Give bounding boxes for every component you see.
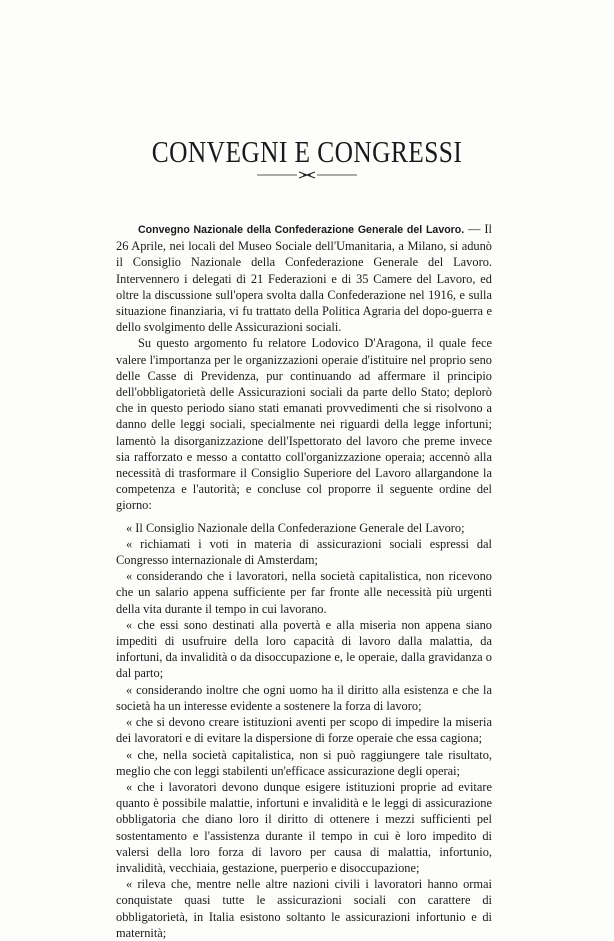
resolution-line: « che essi sono destinati alla povertà e alla miseria non appena siano impediti di usufruire della loro capacità di lavoro dalla malattia, da infortuni, da invalidità o da disoccupazione e, le operaie, dalla gravidanza o dal parto; <box>116 617 492 681</box>
resolution-line: « richiamati i voti in materia di assicurazioni sociali espressi dal Congresso internazionale di Amsterdam; <box>116 536 492 568</box>
article-body <box>116 221 492 941</box>
resolution-line: « considerando inoltre che ogni uomo ha il diritto alla esistenza e che la società ha un interesse evidente a sostenere la forza di lavoro; <box>116 682 492 713</box>
resolution-line: « che i lavoratori devono dunque esigere istituzioni proprie ad evitare quanto è possibile malattie, infortuni e invalidità e le leggi di assicurazione obbligatoria che diano loro il diritto di ottenere i mezzi sufficienti pel sostentamento e l'assistenza durante il tempo in cui è loro impedito di valersi della loro forza di lavoro per causa di malattia, infortunio, invalidità, vecchiaia, gestazione, puerperio e disoccupazione; <box>116 779 492 875</box>
section-title: CONVEGNI E CONGRESSI <box>151 134 463 169</box>
resolution-line: « rileva che, mentre nelle altre nazioni civili i lavoratori hanno ormai conquistate quasi tutte le assicurazioni sociali con carattere di obbligatorietà, in Italia esistono soltanto le assicurazioni infortunio e di maternità; <box>116 877 492 940</box>
intro-paragraph <box>116 221 492 335</box>
title-ornament-divider <box>257 170 357 180</box>
article-lead-title: Convegno Nazionale della Confederazione Generale del Lavoro. <box>138 224 465 236</box>
resolution-line: « considerando che i lavoratori, nella società capitalistica, non ricevono che un salario appena sufficiente per far fronte alle necessità più urgenti della vita durante il tempo in cui lavorano. <box>116 569 492 616</box>
resolution-line: « che si devono creare istituzioni aventi per scopo di impedire la miseria dei lavoratori e di evitare la dispersione di forze operaie che essa cagiona; <box>116 715 492 746</box>
report-paragraph: Su questo argomento fu relatore Lodovico D'Aragona, il quale fece valere l'importanza per le organizzazioni operaie d'istituire nel proprio seno delle Casse di Previdenza, pur continuando ad affermare il principio dell'obbligatorietà delle Assicurazioni sociali da parte dello Stato; deplorò che in questo periodo siano stati emanati provvedimenti che si risolvono a danno delle leggi sociali, specialmente nei riguardi della legge infortuni; lamentò la disorganizzazione dell'Ispettorato del lavoro che preme invece sia rafforzato e messo a contatto coll'organizzazione operaia; accennò alla necessità di trasformare il Consiglio Superiore del Lavoro allargandone la competenza e l'autorità; e concluse col proporre il seguente ordine del giorno: <box>116 336 492 513</box>
resolution-line: « Il Consiglio Nazionale della Confederazione Generale del Lavoro; <box>126 520 465 535</box>
resolution-line: « che, nella società capitalistica, non si può raggiungere tale risultato, meglio che con leggi stabilenti un'efficace assicurazione degli operai; <box>116 747 492 778</box>
intro-text: — Il 26 Aprile, nei locali del Museo Sociale dell'Umanitaria, a Milano, si adunò il Consiglio Nazionale della Confederazione Generale del Lavoro. Intervennero i delegati di 21 Federazioni e di 35 Camere del Lavoro, ed oltre la discussione sull'opera svolta dalla Confederazione nel 1916, e sulla situazione finanziaria, vi fu trattato della Politica Agraria del dopo-guerra e dello svolgimento delle Assicurazioni sociali. <box>116 222 492 335</box>
